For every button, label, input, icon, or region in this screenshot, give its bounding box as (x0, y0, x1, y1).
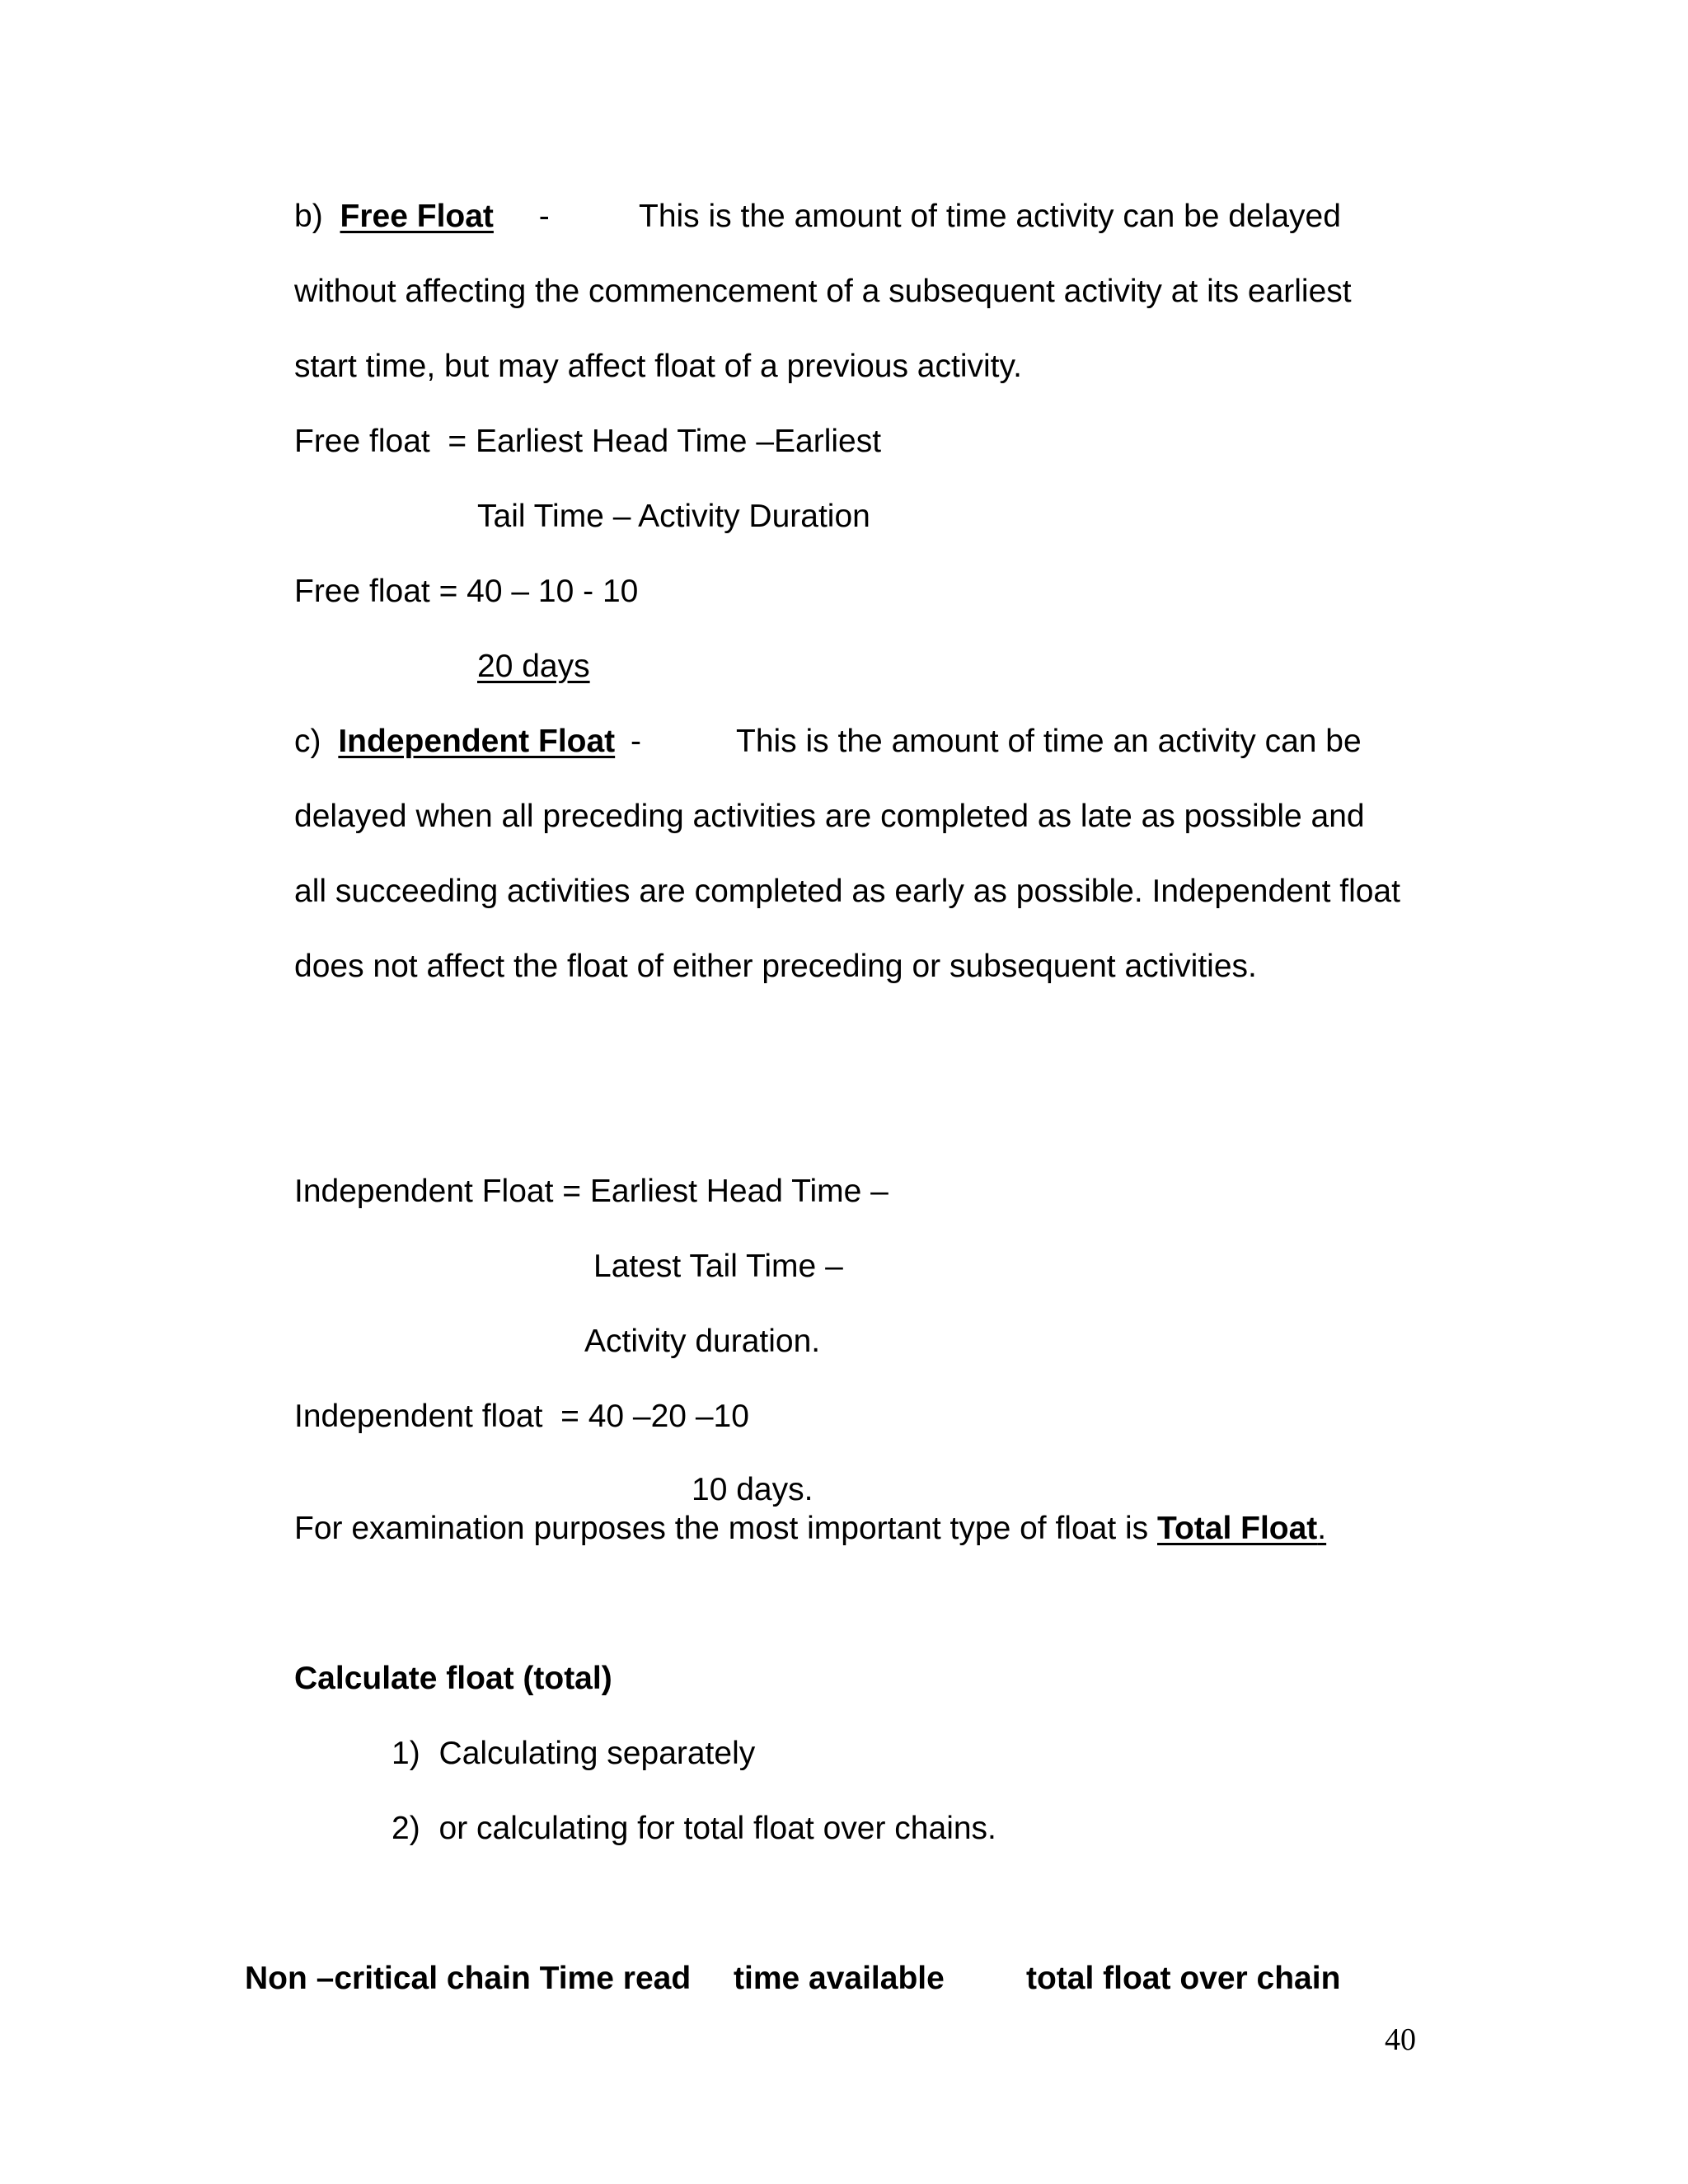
independent-float-result: 10 days. (692, 1472, 814, 1507)
independent-float-formula-line3: Activity duration. (584, 1324, 821, 1359)
free-float-term: Free Float (340, 199, 494, 234)
independent-float-heading-line (294, 723, 641, 761)
exam-note-text: For examination purposes the most important type of float is (294, 1511, 1158, 1546)
table-header-col1: Non –critical chain Time read (245, 1961, 692, 1996)
list-item (392, 1810, 996, 1848)
free-float-dash: - (538, 199, 550, 234)
exam-note-term: Total Float (1157, 1511, 1318, 1546)
independent-float-definition-line2: delayed when all preceding activities are completed as late as possible and (294, 799, 1365, 834)
exam-note (294, 1510, 1326, 1548)
free-float-calculation: Free float = 40 – 10 - 10 (294, 574, 639, 609)
independent-float-definition-line4: does not affect the float of either preceding or subsequent activities. (294, 949, 1257, 984)
free-float-prefix: b) (294, 199, 323, 234)
page-number: 40 (1385, 2022, 1416, 2057)
independent-float-calculation: Independent float = 40 –20 –10 (294, 1399, 749, 1434)
list-item-number: 1) (392, 1736, 420, 1771)
list-item (392, 1735, 755, 1773)
independent-float-term: Independent Float (338, 724, 616, 759)
calculate-heading: Calculate float (total) (294, 1661, 612, 1696)
free-float-heading-line (294, 198, 550, 236)
independent-float-definition-line1: This is the amount of time an activity can be (736, 724, 1362, 759)
list-item-number: 2) (392, 1811, 420, 1846)
table-header-col3: total float over chain (1026, 1961, 1341, 1996)
independent-float-prefix: c) (294, 724, 321, 759)
free-float-formula-line2: Tail Time – Activity Duration (477, 499, 870, 534)
independent-float-formula-line1: Independent Float = Earliest Head Time – (294, 1174, 889, 1209)
free-float-result: 20 days (477, 649, 590, 684)
independent-float-dash: - (631, 724, 642, 759)
independent-float-definition-line3: all succeeding activities are completed as early as possible. Independent float (294, 874, 1400, 909)
free-float-formula-line1: Free float = Earliest Head Time –Earliest (294, 424, 882, 459)
free-float-definition-line1: This is the amount of time activity can be delayed (639, 199, 1341, 234)
independent-float-formula-line2: Latest Tail Time – (593, 1249, 843, 1284)
list-item-text: Calculating separately (438, 1736, 756, 1771)
list-item-text: or calculating for total float over chains. (438, 1811, 996, 1846)
table-header-col2: time available (734, 1961, 945, 1996)
exam-note-period: . (1317, 1511, 1327, 1546)
free-float-definition-line3: start time, but may affect float of a previous activity. (294, 349, 1022, 384)
free-float-definition-line2: without affecting the commencement of a subsequent activity at its earliest (294, 274, 1352, 309)
